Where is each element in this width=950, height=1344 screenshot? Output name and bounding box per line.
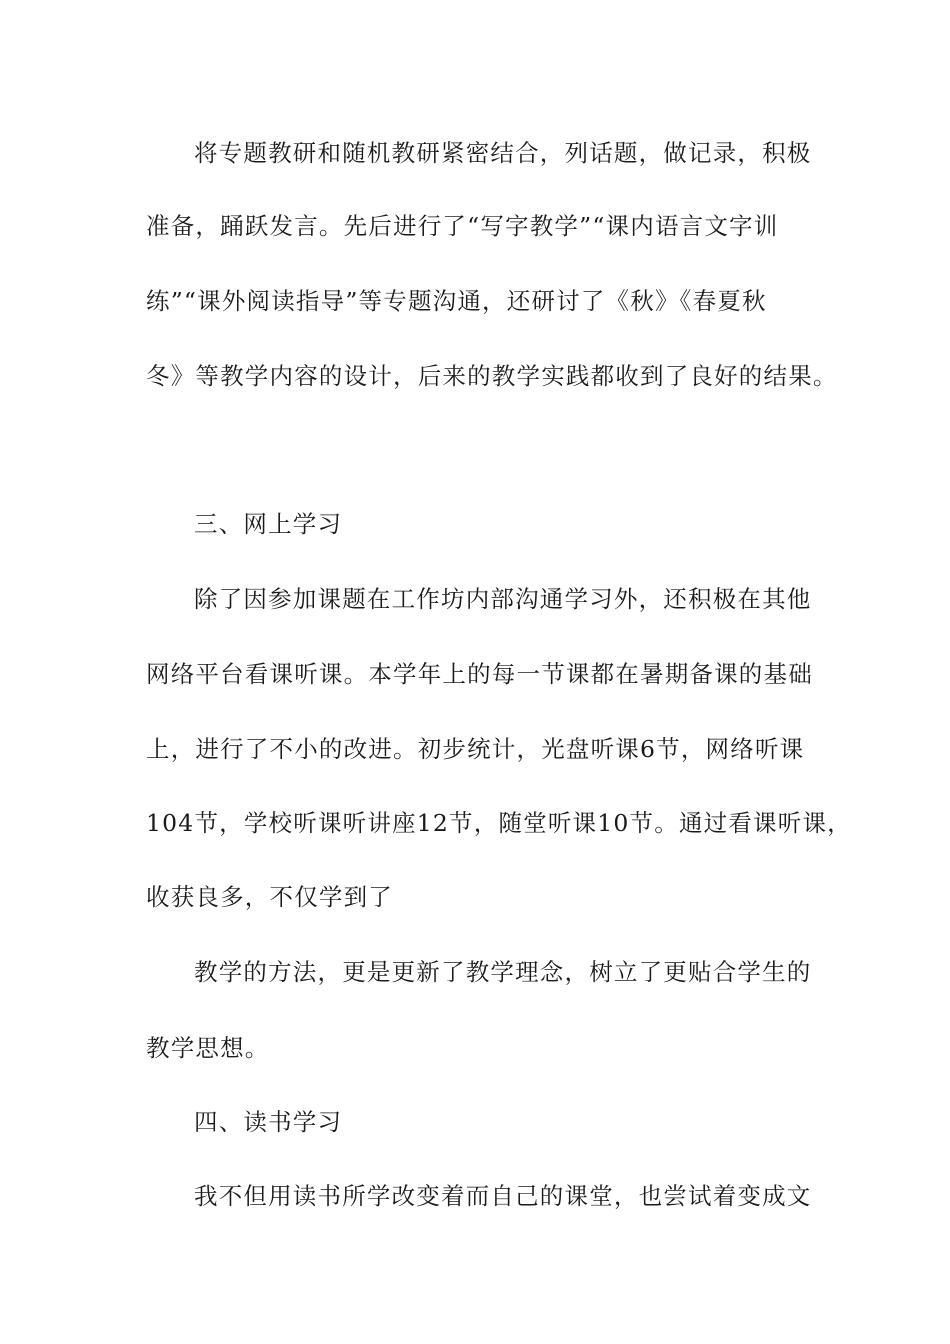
section-heading: 四、读书学习 [194,1108,343,1136]
paragraph-line: 网络平台看课听课。本学年上的每一节课都在暑期备课的基础 [146,660,813,688]
paragraph-line: 104节，学校听课听讲座12节，随堂听课10节。通过看课听课， [146,809,852,837]
paragraph-line: 除了因参加课题在工作坊内部沟通学习外，还积极在其他 [194,585,812,613]
paragraph-line: 我不但用读书所学改变着而自己的课堂，也尝试着变成文 [194,1182,812,1210]
section-heading: 三、网上学习 [194,510,343,538]
paragraph-line: 将专题教研和随机教研紧密结合，列话题，做记录，积极 [194,139,812,167]
paragraph-line: 教学思想。 [146,1034,270,1062]
paragraph-line: 教学的方法，更是更新了教学理念，树立了更贴合学生的 [194,958,812,986]
paragraph-line: 练”“课外阅读指导”等专题沟通，还研讨了《秋》《春夏秋 [146,287,767,315]
paragraph-line: 准备，踊跃发言。先后进行了“写字教学”“课内语言文字训 [146,212,779,240]
paragraph-line: 收获良多，不仅学到了 [146,883,393,911]
paragraph-line: 冬》等教学内容的设计，后来的教学实践都收到了良好的结果。 [146,362,838,390]
paragraph-line: 上，进行了不小的改进。初步统计，光盘听课6节，网络听课 [146,735,805,763]
